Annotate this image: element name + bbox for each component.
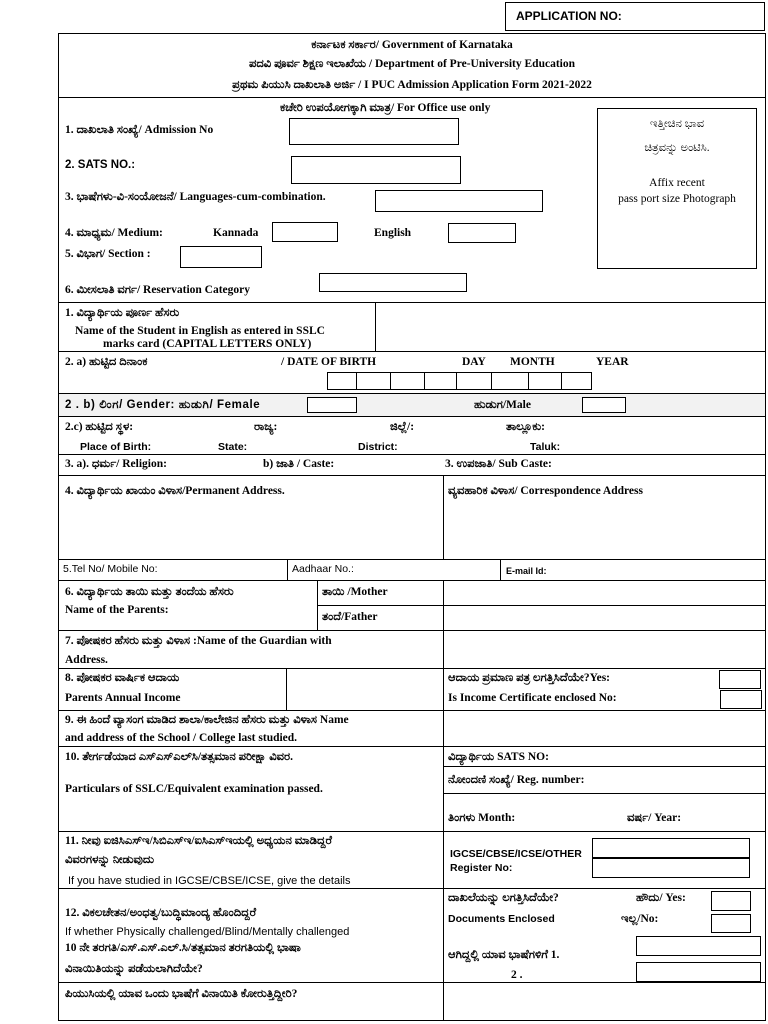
- state-kn: ರಾಜ್ಯ:: [254, 421, 278, 433]
- medium-kannada-box[interactable]: [272, 222, 338, 242]
- sslc-kn: 10. ತೇರ್ಗಡೆಯಾದ ಎಸ್ಎಸ್ಎಲ್‌ಸಿ/ತತ್ಸಮಾನ ಪರೀಕ್ಷಾ ವಿವರ.: [65, 751, 294, 763]
- parents-kn: 6. ವಿದ್ಯಾರ್ಥಿಯ ತಾಯಿ ಮತ್ತು ತಂದೆಯ ಹೆಸರು: [65, 586, 234, 598]
- guardian-line1: 7. ಪೋಷಕರ ಹೆಸರು ಮತ್ತು ವಿಳಾಸ :Name of the Guardian with: [65, 635, 332, 647]
- guardian-input[interactable]: [444, 631, 765, 667]
- sats-no-input[interactable]: [291, 156, 461, 184]
- permanent-address-input[interactable]: [59, 500, 442, 558]
- sslc-en: Particulars of SSLC/Equivalent examination passed.: [65, 783, 323, 795]
- income-cert-yes-box[interactable]: [719, 670, 761, 689]
- religion-label: 3. a). ಧರ್ಮ/ Religion:: [65, 458, 167, 470]
- header-line1: ಕರ್ನಾಟಕ ಸರ್ಕಾರ/ Government of Karnataka: [311, 39, 513, 51]
- igcse-register-input[interactable]: [592, 858, 750, 878]
- income-cert-no-box[interactable]: [720, 690, 762, 709]
- exam-year-label: ವರ್ಷ/ Year:: [627, 812, 682, 824]
- igcse-register-label: Register No:: [450, 862, 513, 874]
- student-name-input[interactable]: [376, 303, 765, 350]
- school-input[interactable]: [444, 711, 765, 745]
- permanent-address-label: 4. ವಿದ್ಯಾರ್ಥಿಯ ಖಾಯಂ ವಿಳಾಸ/Permanent Address.: [65, 485, 285, 497]
- igcse-board-label: IGCSE/CBSE/ICSE/OTHER: [450, 848, 582, 860]
- birthplace-kn: 2.c) ಹುಟ್ಟಿದ ಸ್ಥಳ:: [65, 421, 134, 433]
- caste-label: b) ಜಾತಿ / Caste:: [263, 458, 335, 470]
- photo-kn-line2: ಚಿತ್ರವನ್ನು ಅಂಟಿಸಿ.: [644, 142, 710, 154]
- taluk-label: Taluk:: [530, 441, 561, 453]
- mother-name-input[interactable]: [444, 581, 765, 604]
- section-input[interactable]: [180, 246, 262, 268]
- student-sats-label: ವಿದ್ಯಾರ್ಥಿಯ SATS NO:: [448, 751, 549, 763]
- student-name-en1: Name of the Student in English as entered in SSLC: [75, 325, 325, 337]
- dob-english-label: / DATE OF BIRTH: [281, 356, 377, 368]
- igcse-kn2: ವಿವರಗಳನ್ನು ನೀಡುವುದು: [65, 854, 154, 866]
- exemption-input[interactable]: [444, 983, 765, 1020]
- gender-female-box[interactable]: [307, 397, 357, 413]
- income-cert-en: Is Income Certificate enclosed No:: [448, 692, 617, 704]
- disability-en: If whether Physically challenged/Blind/Mentally challenged: [65, 926, 350, 938]
- income-input[interactable]: [287, 669, 442, 709]
- office-use-title: ಕಚೇರಿ ಉಪಯೋಗಕ್ಕಾಗಿ ಮಾತ್ರ/ For Office use only: [280, 102, 491, 114]
- header-line3: ಪ್ರಥಮ ಪಿಯುಸಿ ದಾಖಲಾತಿ ಅರ್ಜಿ / I PUC Admission Application Form 2021-2022: [232, 79, 592, 91]
- documents-no-box[interactable]: [711, 914, 751, 933]
- subcaste-label: 3. ಉಪಜಾತಿ/ Sub Caste:: [445, 458, 552, 470]
- igcse-kn1: 11. ನೀವು ಐಜಿಸಿಎಸ್ಇ/ಸಿಬಿಎಸ್ಇ/ಐಸಿಎಸ್ಇಯಲ್ಲಿ ಅಧ್ಯಯನ ಮಾಡಿದ್ದರೆ: [65, 835, 333, 847]
- medium-kannada-label: Kannada: [213, 227, 259, 239]
- gender-male-box[interactable]: [582, 397, 626, 413]
- exemption-question: ಪಿಯುಸಿಯಲ್ಲಿ ಯಾವ ಒಂದು ಭಾಷೆಗೆ ವಿನಾಯಿತಿ ಕೋರುತ್ತಿದ್ದೀರಿ?: [65, 988, 298, 1000]
- student-name-kn: 1. ವಿದ್ಯಾರ್ಥಿಯ ಪೂರ್ಣ ಹೆಸರು: [65, 307, 180, 319]
- parents-en: Name of the Parents:: [65, 604, 169, 616]
- dob-month-label: MONTH: [510, 356, 555, 368]
- disability-kn2: 10 ನೇ ತರಗತಿ/ಎಸ್.ಎಸ್.ಎಲ್.ಸಿ/ತತ್ಸಮಾನ ತರಗತಿಯಲ್ಲಿ ಭಾಷಾ: [65, 942, 301, 954]
- admission-no-input[interactable]: [289, 118, 459, 145]
- district-kn: ಜಿಲ್ಲೆ/:: [390, 421, 415, 433]
- gender-label: 2 . b) ಲಿಂಗ/ Gender: ಹುಡುಗಿ/ Female: [65, 399, 261, 411]
- medium-english-box[interactable]: [448, 223, 516, 243]
- exempted-language-2-label: 2 .: [511, 969, 523, 981]
- documents-yes-label: ಹೌದು/ Yes:: [636, 892, 686, 904]
- documents-no-label: ಇಲ್ಲ/No:: [621, 913, 659, 925]
- languages-input[interactable]: [375, 190, 543, 212]
- income-en: Parents Annual Income: [65, 692, 181, 704]
- section-label: 5. ವಿಭಾಗ/ Section :: [65, 248, 151, 260]
- languages-label: 3. ಭಾಷೆಗಳು-ವಿ-ಸಂಯೋಜನೆ/ Languages-cum-combination.: [65, 191, 326, 203]
- mother-label: ತಾಯಿ /Mother: [322, 586, 388, 598]
- aadhaar-label: Aadhaar No.:: [292, 563, 354, 575]
- documents-en: Documents Enclosed: [448, 913, 555, 925]
- exempted-languages-label: ಆಗಿದ್ದಲ್ಲಿ ಯಾವ ಭಾಷೆಗಳಿಗೆ 1.: [448, 949, 560, 961]
- father-label: ತಂದೆ/Father: [322, 611, 378, 623]
- disability-kn3: ವಿನಾಯಿತಿಯನ್ನು ಪಡೆಯಲಾಗಿದೆಯೇ?: [65, 963, 203, 975]
- place-of-birth-label: Place of Birth:: [80, 441, 152, 453]
- correspondence-address-label: ವ್ಯವಹಾರಿಕ ವಿಳಾಸ/ Correspondence Address: [448, 485, 643, 497]
- email-label: E-mail Id:: [506, 566, 547, 576]
- tel-label: 5.Tel No/ Mobile No:: [63, 563, 158, 575]
- school-line1: 9. ಈ ಹಿಂದೆ ವ್ಯಾಸಂಗ ಮಾಡಿದ ಶಾಲಾ/ಕಾಲೇಜಿನ ಹೆಸರು ಮತ್ತು ವಿಳಾಸ Name: [65, 714, 349, 726]
- igcse-board-input[interactable]: [592, 838, 750, 858]
- correspondence-address-input[interactable]: [444, 500, 765, 558]
- dob-day-label: DAY: [462, 356, 486, 368]
- documents-yes-box[interactable]: [711, 891, 751, 911]
- guardian-line2: Address.: [65, 654, 108, 666]
- taluk-kn: ತಾಲ್ಲೂಕು:: [506, 421, 545, 433]
- medium-label: 4. ಮಾಧ್ಯಮ/ Medium:: [65, 227, 163, 239]
- reg-number-label: ನೋಂದಣಿ ಸಂಖ್ಯೆ/ Reg. number:: [448, 774, 585, 786]
- student-name-en2: marks card (CAPITAL LETTERS ONLY): [103, 338, 312, 350]
- income-kn: 8. ಪೋಷಕರ ವಾರ್ಷಿಕ ಆದಾಯ: [65, 672, 180, 684]
- exam-month-label: ತಿಂಗಳು Month:: [448, 812, 516, 824]
- documents-kn: ದಾಖಲೆಯನ್ನು ಲಗತ್ತಿಸಿದೆಯೇ?: [448, 892, 559, 904]
- disability-kn: 12. ವಿಕಲಚೇತನ/ಅಂಧತ್ವ/ಬುದ್ಧಿಮಾಂದ್ಯ ಹೊಂದಿದ್ದರೆ: [65, 907, 257, 919]
- admission-no-label: 1. ದಾಖಲಾತಿ ಸಂಖ್ಯೆ/ Admission No: [65, 124, 214, 136]
- sats-no-label: 2. SATS NO.:: [65, 159, 136, 171]
- school-line2: and address of the School / College last studied.: [65, 732, 298, 744]
- gender-male-label: ಹುಡುಗ/Male: [474, 399, 531, 411]
- igcse-en: If you have studied in IGCSE/CBSE/ICSE, give the details: [68, 875, 351, 887]
- dob-boxes[interactable]: [327, 372, 592, 390]
- photo-en-line1: Affix recent: [649, 177, 705, 189]
- state-label: State:: [218, 441, 248, 453]
- reservation-input[interactable]: [319, 273, 467, 292]
- header-line2: ಪದವಿ ಪೂರ್ವ ಶಿಕ್ಷಣ ಇಲಾಖೆಯ / Department of Pre-University Education: [248, 58, 576, 70]
- reservation-label: 6. ಮೀಸಲಾತಿ ವರ್ಗ/ Reservation Category: [65, 284, 251, 296]
- application-no-label: APPLICATION NO:: [516, 9, 622, 23]
- district-label: District:: [358, 441, 398, 453]
- photo-kn-line1: ಇತ್ತೀಚಿನ ಭಾವ: [649, 118, 705, 130]
- medium-english-label: English: [374, 227, 412, 239]
- father-name-input[interactable]: [444, 606, 765, 629]
- income-cert-kn: ಆದಾಯ ಪ್ರಮಾಣ ಪತ್ರ ಲಗತ್ತಿಸಿದೆಯೇ?Yes:: [448, 672, 611, 684]
- photo-en-line2: pass port size Photograph: [618, 193, 736, 205]
- dob-year-label: YEAR: [596, 356, 629, 368]
- exempted-language-1-input[interactable]: [636, 936, 761, 956]
- dob-label: 2. a) ಹುಟ್ಟಿದ ದಿನಾಂಕ: [65, 356, 148, 368]
- exempted-language-2-input[interactable]: [636, 962, 761, 982]
